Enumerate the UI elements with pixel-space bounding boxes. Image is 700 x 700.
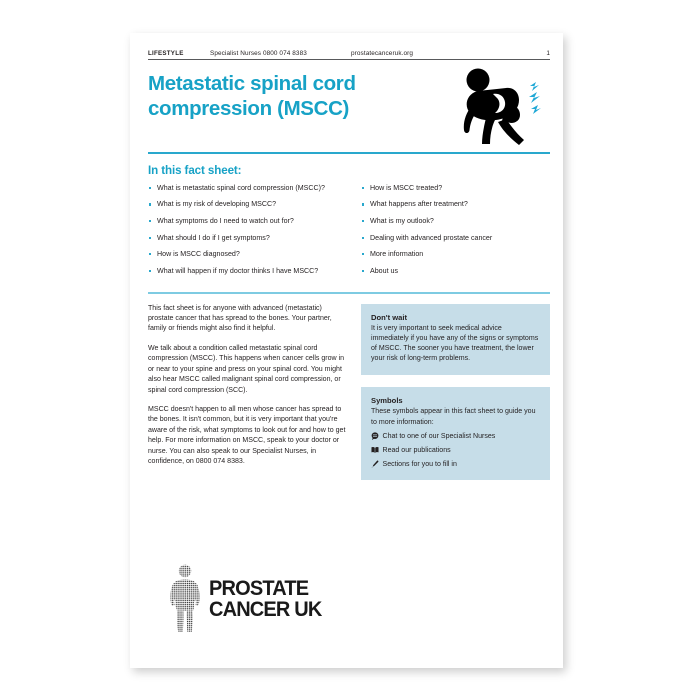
fact-sheet-page: [130, 33, 563, 668]
contents-item[interactable]: What symptoms do I need to watch out for?: [148, 216, 325, 226]
body-paragraph: We talk about a condition called metastatic spinal cord compression (MSCC). This happens when cancer cells grow in or near to your spine and press on your spinal cord. You might also hear MSCC called malignant spinal cord compression, or spinal cord compression (SCC).: [148, 344, 345, 394]
header-nurses-phone: Specialist Nurses 0800 074 8383: [210, 50, 307, 57]
table-of-contents: [148, 183, 550, 282]
title-divider: [148, 152, 550, 154]
prostate-cancer-uk-logo: [168, 564, 330, 634]
contents-item[interactable]: How is MSCC diagnosed?: [148, 249, 325, 259]
symbols-intro: These symbols appear in this fact sheet to guide you to more information:: [371, 408, 536, 426]
symbol-legend-label: Chat to one of our Specialist Nurses: [382, 433, 496, 441]
header-divider: [148, 59, 550, 60]
contents-item[interactable]: What happens after treatment?: [361, 199, 538, 209]
contents-item[interactable]: Dealing with advanced prostate cancer: [361, 233, 538, 243]
contents-item[interactable]: What is my outlook?: [361, 216, 538, 226]
symbol-legend-row: [371, 432, 540, 441]
header-category: LIFESTYLE: [148, 50, 184, 57]
body-text-column: [148, 304, 361, 492]
contents-item[interactable]: More information: [361, 249, 538, 259]
symbols-title: Symbols: [371, 396, 403, 406]
symbol-legend-label: Read our publications: [382, 446, 451, 454]
pencil-icon: [371, 460, 379, 468]
symbols-box: [361, 387, 550, 479]
page-title: Metastatic spinal cord compression (MSCC): [148, 72, 356, 121]
contents-heading: In this fact sheet:: [148, 163, 242, 177]
body-paragraph: MSCC doesn't happen to all men whose cancer has spread to the bones. It isn't common, but it is very important that you're aware of the risk, what symptoms to look out for and how to get help. For more information on MSCC, speak to your doctor or nurse. You can also speak to our Specialist Nurses, in confidence, on 0800 074 8383.: [148, 405, 346, 466]
header-page-number: 1: [546, 50, 550, 57]
body-paragraph: This fact sheet is for anyone with advanced (metastatic) prostate cancer that has spread to the bones. Your partner, family or friends might also find it helpful.: [148, 304, 332, 333]
body-section: [148, 304, 550, 492]
header-website: prostatecanceruk.org: [351, 50, 414, 57]
symbol-legend-row: [371, 446, 540, 455]
page-header: [148, 50, 550, 59]
contents-item[interactable]: What is my risk of developing MSCC?: [148, 199, 325, 209]
logo-wordmark: [209, 575, 322, 621]
logo-line-1: PROSTATE: [209, 575, 309, 600]
title-block: [148, 72, 550, 144]
dont-wait-box: [361, 304, 550, 376]
contents-item[interactable]: What is metastatic spinal cord compression (MSCC)?: [148, 183, 325, 193]
speech-bubble-icon: [371, 432, 379, 440]
contents-column-right: [349, 183, 550, 282]
contents-item[interactable]: How is MSCC treated?: [361, 183, 538, 193]
contents-column-left: [148, 183, 349, 282]
contents-item[interactable]: What will happen if my doctor thinks I have MSCC?: [148, 266, 325, 276]
sidebar-boxes-column: [361, 304, 550, 492]
contents-item[interactable]: About us: [361, 266, 538, 276]
man-figure-logo-icon: [168, 564, 202, 634]
logo-line-2: CANCER UK: [209, 597, 322, 621]
contents-divider: [148, 292, 550, 293]
open-book-icon: [371, 446, 379, 454]
contents-item[interactable]: What should I do if I get symptoms?: [148, 233, 325, 243]
back-pain-pictogram-icon: [457, 66, 549, 146]
dont-wait-text: It is very important to seek medical advice immediately if you have any of the signs or symptoms of MSCC. The sooner you have treatment, the lower your risk of long-term problems.: [371, 324, 539, 363]
symbol-legend-label: Sections for you to fill in: [382, 460, 457, 468]
symbol-legend-row: [371, 460, 540, 469]
dont-wait-title: Don't wait: [371, 312, 407, 322]
